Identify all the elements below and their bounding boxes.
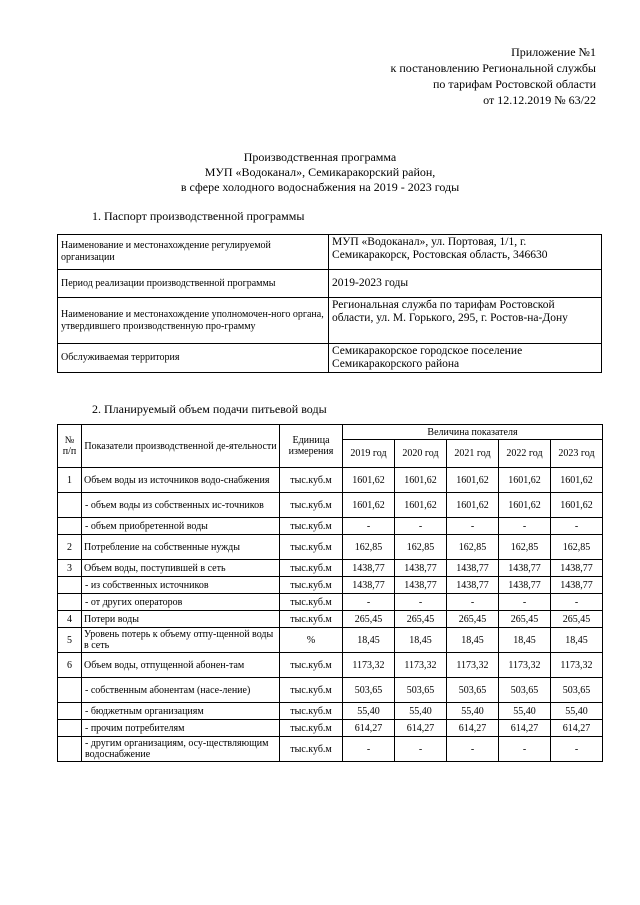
row-value: 614,27 [499,720,551,737]
passport-value: Семикаракорское городское поселение Семикаракорского района [329,344,602,373]
row-num [58,720,82,737]
row-value: 1438,77 [343,577,395,594]
header-year: 2022 год [499,440,551,468]
header-value-group: Величина показателя [343,425,603,440]
row-value: 1601,62 [343,493,395,518]
passport-value: Региональная служба по тарифам Ростовской области, ул. М. Горького, 295, г. Ростов-на-Дону [329,298,602,344]
row-value: 614,27 [343,720,395,737]
row-value: - [551,594,603,611]
passport-label: Обслуживаемая территория [58,344,329,373]
title-line: в сфере холодного водоснабжения на 2019 - 2023 годы [180,180,460,194]
row-num [58,577,82,594]
table-row [58,653,603,678]
row-num: 1 [58,468,82,493]
passport-value: 2019-2023 годы [329,270,602,298]
row-value: - [395,594,447,611]
table-row [58,628,603,653]
row-value: 162,85 [499,535,551,560]
row-value: 1438,77 [551,560,603,577]
section-heading-passport: 1. Паспорт производственной программы [92,209,305,223]
row-value: 1438,77 [343,560,395,577]
row-value: 1173,32 [447,653,499,678]
header-indicator: Показатели производственной де-ятельности [82,425,280,468]
table-row [58,344,602,373]
row-unit: % [280,628,343,653]
table-row [58,560,603,577]
row-value: 1438,77 [499,577,551,594]
table-row [58,493,603,518]
row-unit: тыс.куб.м [280,535,343,560]
row-indicator: - бюджетным организациям [82,703,280,720]
row-unit: тыс.куб.м [280,653,343,678]
row-value: 1601,62 [551,493,603,518]
row-unit: тыс.куб.м [280,493,343,518]
row-indicator: - из собственных источников [82,577,280,594]
row-value: - [499,737,551,762]
row-indicator: Потребление на собственные нужды [82,535,280,560]
appendix-line: к постановлению Региональной службы [390,61,596,75]
passport-table [57,234,602,373]
row-value: 265,45 [343,611,395,628]
row-unit: тыс.куб.м [280,560,343,577]
row-unit: тыс.куб.м [280,577,343,594]
row-indicator: - объем приобретенной воды [82,518,280,535]
row-value: 614,27 [447,720,499,737]
row-value: 614,27 [395,720,447,737]
appendix-line: от 12.12.2019 № 63/22 [483,93,596,107]
row-value: 1438,77 [447,560,499,577]
row-value: 1438,77 [395,560,447,577]
row-num: 2 [58,535,82,560]
table-row [58,518,603,535]
table-row [58,611,603,628]
row-value: 55,40 [395,703,447,720]
row-unit: тыс.куб.м [280,737,343,762]
row-value: - [447,737,499,762]
row-value: 265,45 [499,611,551,628]
table-row [58,535,603,560]
header-year: 2021 год [447,440,499,468]
row-value: - [343,594,395,611]
water-volume-table [57,424,603,762]
passport-label: Период реализации производственной программы [58,270,329,298]
row-indicator: - прочим потребителям [82,720,280,737]
row-value: 55,40 [551,703,603,720]
table-header-row [58,425,603,440]
row-value: 18,45 [395,628,447,653]
row-value: - [499,594,551,611]
row-num [58,594,82,611]
row-value: 162,85 [447,535,499,560]
row-indicator: - другим организациям, осу-ществляющим водоснабжение [82,737,280,762]
row-value: 18,45 [499,628,551,653]
row-num: 5 [58,628,82,653]
row-value: - [343,737,395,762]
row-value: 1173,32 [343,653,395,678]
row-value: 503,65 [551,678,603,703]
table-row [58,720,603,737]
table-row [58,594,603,611]
passport-value: МУП «Водоканал», ул. Портовая, 1/1, г. Семикаракорск, Ростовская область, 346630 [329,235,602,270]
row-value: 18,45 [343,628,395,653]
row-indicator: Объем воды из источников водо-снабжения [82,468,280,493]
row-value: - [447,518,499,535]
row-value: 1438,77 [447,577,499,594]
row-value: 503,65 [499,678,551,703]
row-num [58,493,82,518]
row-num [58,703,82,720]
row-value: 1438,77 [395,577,447,594]
row-value: - [395,737,447,762]
row-value: 503,65 [395,678,447,703]
row-value: 1601,62 [395,468,447,493]
row-value: 1601,62 [499,468,551,493]
table-row [58,703,603,720]
row-value: - [499,518,551,535]
row-value: 1173,32 [499,653,551,678]
row-num [58,678,82,703]
row-value: 18,45 [447,628,499,653]
row-unit: тыс.куб.м [280,594,343,611]
row-num: 3 [58,560,82,577]
appendix-line: Приложение №1 [511,45,596,59]
header-unit: Единица измерения [280,425,343,468]
table-row [58,270,602,298]
row-value: - [551,518,603,535]
header-year: 2023 год [551,440,603,468]
row-value: 55,40 [447,703,499,720]
row-indicator: - объем воды из собственных ис-точников [82,493,280,518]
row-value: 503,65 [447,678,499,703]
header-year: 2020 год [395,440,447,468]
row-value: 162,85 [343,535,395,560]
row-indicator: Объем воды, поступившей в сеть [82,560,280,577]
row-value: - [343,518,395,535]
row-indicator: Потери воды [82,611,280,628]
row-value: 1601,62 [447,468,499,493]
title-line: Производственная программа [243,150,397,164]
table-row [58,577,603,594]
header-year: 2019 год [343,440,395,468]
row-unit: тыс.куб.м [280,468,343,493]
row-value: 265,45 [551,611,603,628]
row-value: - [395,518,447,535]
row-value: 1438,77 [499,560,551,577]
row-value: 18,45 [551,628,603,653]
row-value: 614,27 [551,720,603,737]
row-unit: тыс.куб.м [280,720,343,737]
header-num: № п/п [58,425,82,468]
row-indicator: Уровень потерь к объему отпу-щенной воды в сеть [82,628,280,653]
appendix-block [391,44,596,108]
row-value: 162,85 [395,535,447,560]
row-num [58,518,82,535]
row-value: - [447,594,499,611]
row-value: 1601,62 [395,493,447,518]
row-indicator: Объем воды, отпущенной абонен-там [82,653,280,678]
table-row [58,678,603,703]
row-value: 1173,32 [395,653,447,678]
row-unit: тыс.куб.м [280,703,343,720]
row-unit: тыс.куб.м [280,678,343,703]
row-value: 1438,77 [551,577,603,594]
row-value: 265,45 [395,611,447,628]
table-row [58,468,603,493]
row-value: 162,85 [551,535,603,560]
row-value: - [551,737,603,762]
row-indicator: - от других операторов [82,594,280,611]
row-value: 1601,62 [343,468,395,493]
row-value: 1601,62 [551,468,603,493]
title-line: МУП «Водоканал», Семикаракорский район, [204,165,436,179]
row-unit: тыс.куб.м [280,611,343,628]
row-value: 265,45 [447,611,499,628]
row-indicator: - собственным абонентам (насе-ление) [82,678,280,703]
document-title [0,150,640,195]
row-num: 4 [58,611,82,628]
appendix-line: по тарифам Ростовской области [432,77,596,91]
row-value: 1173,32 [551,653,603,678]
row-value: 55,40 [499,703,551,720]
row-value: 55,40 [343,703,395,720]
passport-label: Наименование и местонахождение регулируемой организации [58,235,329,270]
row-value: 503,65 [343,678,395,703]
table-row [58,235,602,270]
row-value: 1601,62 [499,493,551,518]
table-row [58,298,602,344]
row-num: 6 [58,653,82,678]
row-unit: тыс.куб.м [280,518,343,535]
table-row [58,737,603,762]
row-num [58,737,82,762]
section-heading-volume: 2. Планируемый объем подачи питьевой воды [92,402,327,416]
passport-label: Наименование и местонахождение уполномочен-ного органа, утвердившего производственную про-грамму [58,298,329,344]
row-value: 1601,62 [447,493,499,518]
